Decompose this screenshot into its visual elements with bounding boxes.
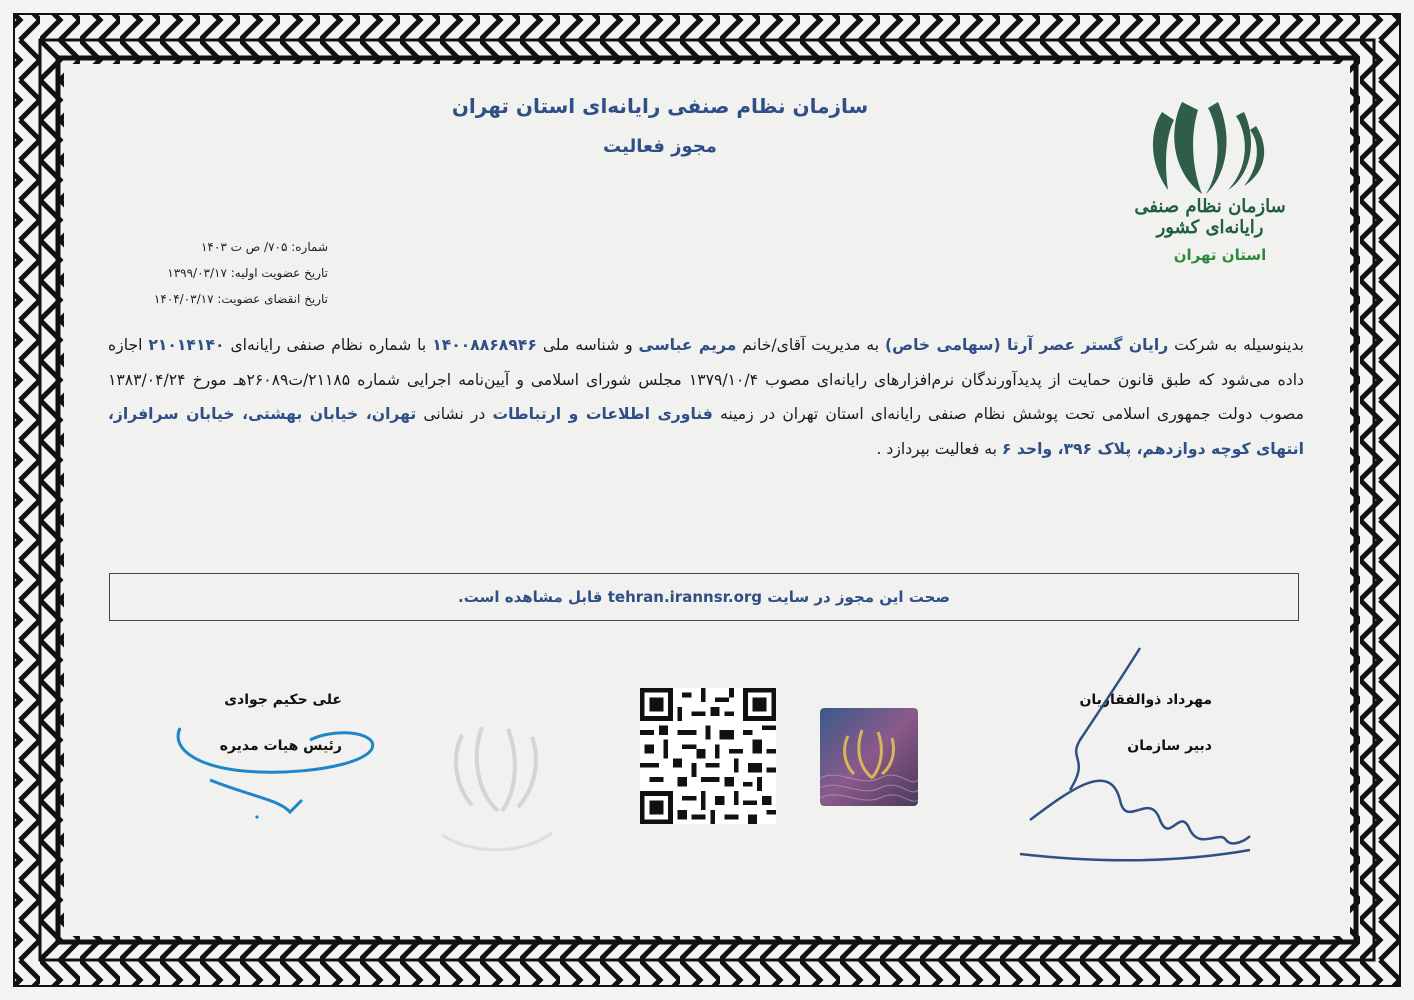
certificate-body: بدینوسیله به شرکت رایان گستر عصر آرتا (سهامی خاص) به مدیریت آقای/خانم مریم عباسی و شناسه ملی ۱۴۰۰۸۸۶۸۹۴۶ با شماره نظام صنفی رایانه‌ای ۲۱۰۱۴۱۴۰ اجازه داده می‌شود که طبق قانون حمایت از پدیدآورندگان نرم‌افزارهای رایانه‌ای مصوب ۱۳۷۹/۱۰/۴ مجلس شورای اسلامی و آیین‌نامه اجرایی شماره ۲۱۱۸۵/ت۲۶۰۸۹هـ مورخ ۱۳۸۳/۰۴/۲۴ مصوب دولت جمهوری اسلامی تحت پوشش نظام صنفی رایانه‌ای استان تهران در زمینه فناوری اطلاعات و ارتباطات در نشانی تهران، خیابان بهشتی، خیابان سرافراز، انتهای کوچه دوازدهم، پلاک ۳۹۶، واحد ۶ به فعالیت بپردازد .: [108, 336, 1304, 458]
first-membership-date: تاریخ عضویت اولیه: ۱۳۹۹/۰۳/۱۷: [167, 266, 328, 280]
verification-box: [109, 573, 1299, 621]
logo-caption: سازمان نظام صنفی رایانه‌ای کشور: [1134, 196, 1286, 238]
qr-code-icon[interactable]: [640, 688, 776, 824]
secretary-name: مهرداد ذوالفقاریان: [1079, 692, 1212, 708]
chairman-name: علی حکیم جوادی: [224, 692, 342, 708]
guild-number: ۲۱۰۱۴۱۴۰: [148, 336, 225, 354]
hologram-seal-icon: [820, 708, 918, 806]
secretary-title: دبیر سازمان: [1127, 738, 1212, 754]
secretary-signature: [1010, 640, 1270, 880]
manager-name: مریم عباسی: [638, 336, 737, 354]
certificate-number: شماره: ۷۰۵/ ص ت ۱۴۰۳: [200, 240, 328, 254]
organization-logo-icon: [1110, 90, 1310, 270]
chairman-title: رئیس هیات مدیره: [219, 738, 342, 754]
certificate-meta: [100, 234, 328, 312]
business-address: تهران، خیابان بهشتی، خیابان سرافراز، انتهای کوچه دوازدهم، پلاک ۳۹۶، واحد ۶: [108, 405, 1304, 458]
verification-text: صحت این مجوز در سایت tehran.irannsr.org قابل مشاهده است.: [458, 588, 950, 606]
membership-expiry-date: تاریخ انقضای عضویت: ۱۴۰۴/۰۳/۱۷: [153, 292, 328, 306]
national-id: ۱۴۰۰۸۸۶۸۹۴۶: [432, 336, 537, 354]
company-name: رایان گستر عصر آرتا (سهامی خاص): [884, 336, 1169, 354]
document-title: مجوز فعالیت: [603, 136, 717, 157]
organization-title: سازمان نظام صنفی رایانه‌ای استان تهران: [451, 94, 869, 118]
activity-field: فناوری اطلاعات و ارتباطات: [492, 405, 713, 423]
verification-site-link[interactable]: tehran.irannsr.org: [607, 588, 763, 606]
embossed-seal-icon: [432, 715, 562, 865]
chairman-signature: [160, 700, 390, 830]
logo-province: استان تهران: [1173, 246, 1267, 264]
